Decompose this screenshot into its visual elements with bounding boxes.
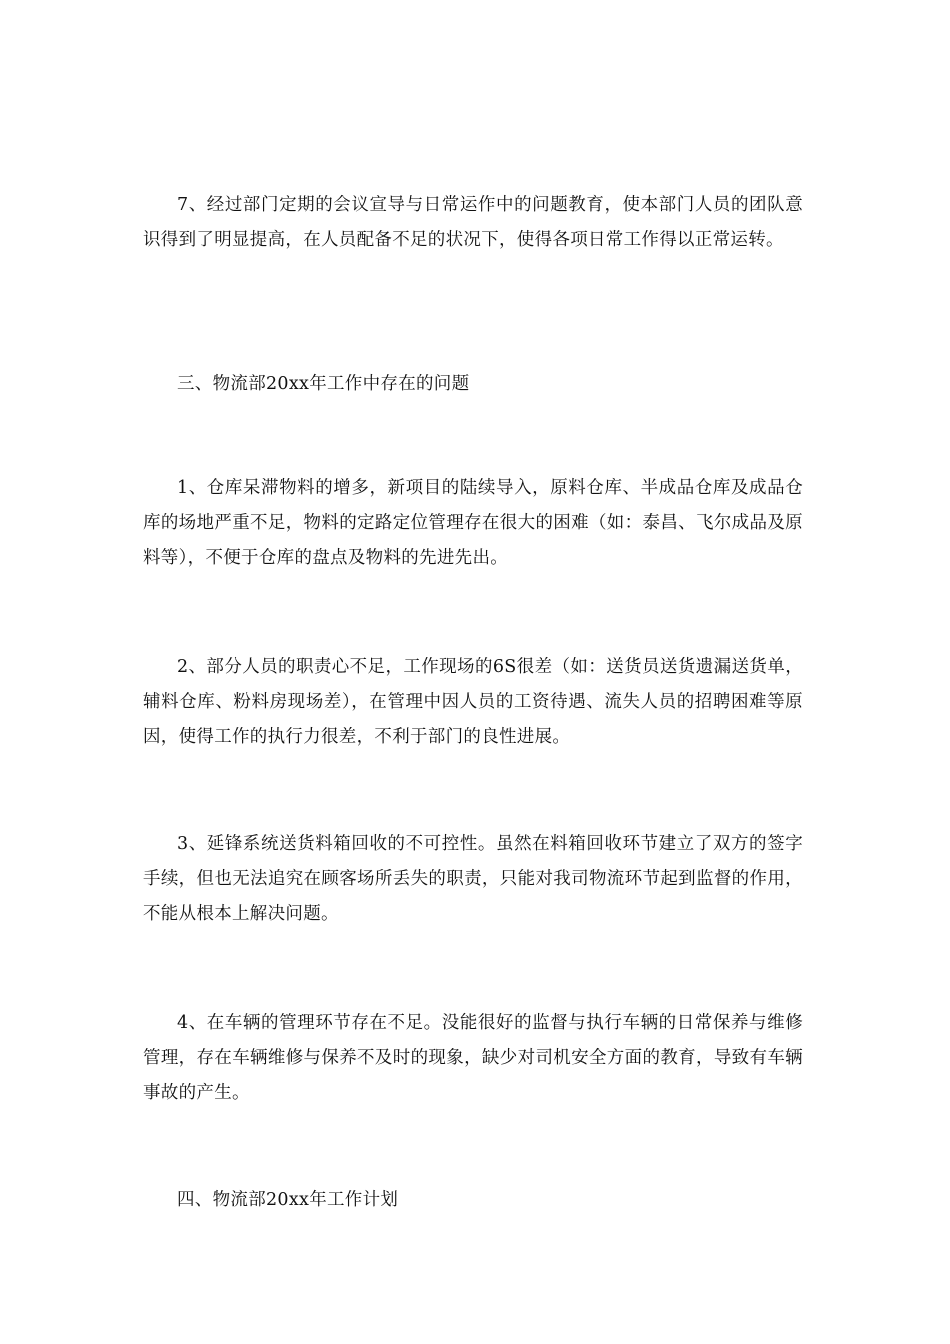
paragraph-item-1: 1、仓库呆滞物料的增多，新项目的陆续导入，原料仓库、半成品仓库及成品仓库的场地严重不足，物料的定路定位管理存在很大的困难（如：泰昌、飞尔成品及原料等），不便于仓库的盘点及物料的先进先出。: [143, 478, 803, 568]
paragraph-item-7: 7、经过部门定期的会议宣导与日常运作中的问题教育，使本部门人员的团队意识得到了明显提高，在人员配备不足的状况下，使得各项日常工作得以正常运转。: [143, 195, 803, 250]
paragraph-item-3: 3、延锋系统送货料箱回收的不可控性。虽然在料箱回收环节建立了双方的签字手续，但也无法追究在顾客场所丢失的职责，只能对我司物流环节起到监督的作用，不能从根本上解决问题。: [143, 834, 803, 924]
paragraph-item-2: 2、部分人员的职责心不足，工作现场的6S很差（如：送货员送货遗漏送货单，辅料仓库、粉料房现场差），在管理中因人员的工资待遇、流失人员的招聘困难等原因，使得工作的执行力很差，不利于部门的良性进展。: [143, 657, 803, 747]
paragraph-item-4: 4、在车辆的管理环节存在不足。没能很好的监督与执行车辆的日常保养与维修管理，存在车辆维修与保养不及时的现象，缺少对司机安全方面的教育，导致有车辆事故的产生。: [143, 1013, 803, 1103]
section-heading-4: 四、物流部20xx年工作计划: [177, 1190, 399, 1210]
section-heading-3: 三、物流部20xx年工作中存在的问题: [177, 374, 470, 394]
